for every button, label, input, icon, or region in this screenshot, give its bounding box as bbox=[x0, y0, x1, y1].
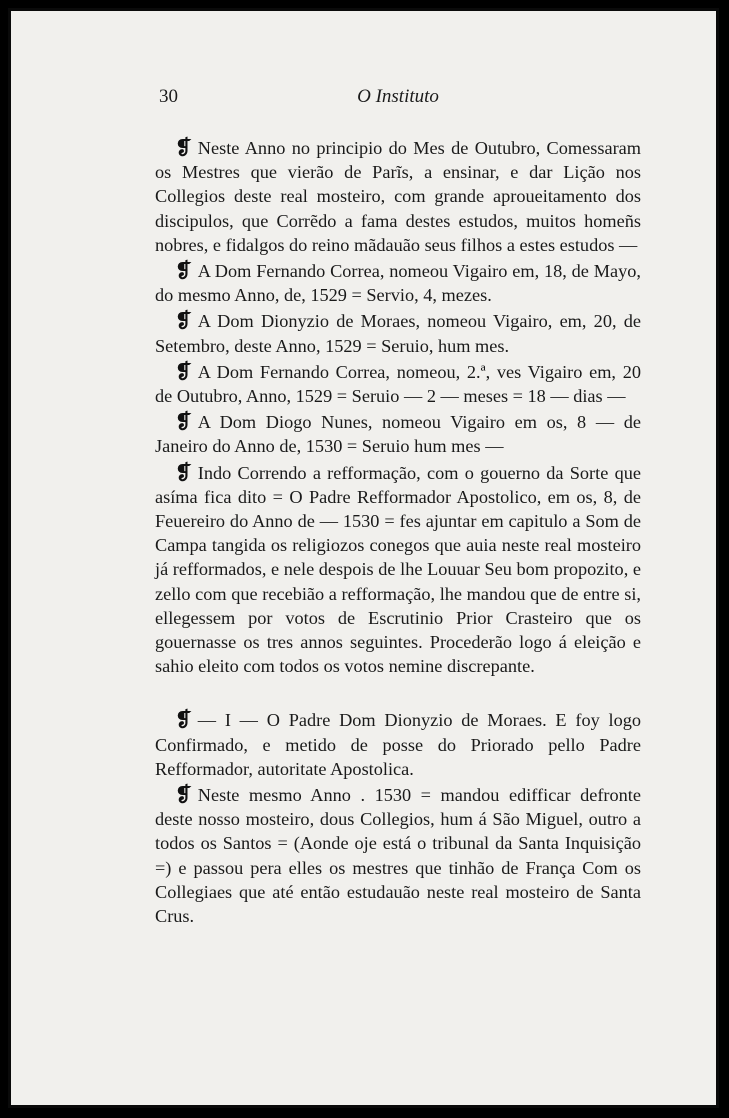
paragraph-mark-icon: ❡ bbox=[175, 137, 192, 159]
paragraph bbox=[155, 410, 641, 458]
paragraph bbox=[155, 783, 641, 928]
paragraph-text: Neste mesmo Anno . 1530 = mandou edifficar defronte deste nosso mosteiro, dous Collegios, hum á São Miguel, outro a todos os Santos = (Aonde oje está o tribunal da Santa Inquisição =) e passou pera elles os mestres que tinhão de França Com os Collegiaes que até então estudauão neste real mosteiro de Santa Crus. bbox=[155, 785, 641, 927]
paragraph-text: A Dom Dionyzio de Moraes, nomeou Vigairo, em, 20, de Setembro, deste Anno, 1529 = Seruio, hum mes. bbox=[155, 311, 641, 356]
paragraph bbox=[155, 309, 641, 357]
paragraph-mark-icon: ❡ bbox=[175, 260, 192, 283]
paragraph-mark-icon: ❡ bbox=[175, 709, 192, 732]
paragraph-text: Indo Correndo a refformação, com o gouerno da Sorte que asíma fica dito = O Padre Refformador Apostolico, em os, 8, de Feuereiro do Anno de — 1530 = fes ajuntar em capitulo a Som de Campa tangida os religiozos conegos que auia neste real mosteiro já refformados, e nele despois de lhe Louuar Seu bom propozito, e zello com que recebião a refformação, lhe mandou que de entre si, ellegessem por votos de Escrutinio Prior Crasteiro que os gouernasse os tres annos seguintes. Procederão logo á eleição e sahio eleito com todos os votos nemine discrepante. bbox=[155, 462, 641, 677]
paragraph-mark-icon: ❡ bbox=[175, 360, 192, 383]
paragraph-text: Neste Anno no principio do Mes de Outubro, Comessaram os Mestres que vierão de Parĩs, a ensinar, e dar Lição nos Collegios deste real mosteiro, com grande aproueitamento dos discipulos, que Corrẽdo a fama destes estudos, muitos homeñs nobres, e fidalgos do reino mãdauão seus filhos a estes estudos — bbox=[155, 138, 641, 255]
paragraph-mark-icon: ❡ bbox=[175, 310, 192, 333]
paragraph-text: — I — O Padre Dom Dionyzio de Moraes. E foy logo Confirmado, e metido de posse do Priorado pello Padre Refformador, autoritate Apostolica. bbox=[155, 710, 641, 779]
paragraph-mark-icon: ❡ bbox=[175, 461, 192, 484]
paragraph-mark-icon: ❡ bbox=[175, 411, 192, 434]
paragraph bbox=[155, 259, 641, 307]
paragraph-text: A Dom Fernando Correa, nomeou, 2.ª, ves Vigairo em, 20 de Outubro, Anno, 1529 = Seruio — 2 — meses = 18 — dias — bbox=[155, 361, 641, 407]
page-header bbox=[155, 86, 641, 110]
page-number: 30 bbox=[159, 86, 178, 107]
paragraph-mark-icon: ❡ bbox=[175, 784, 192, 807]
paragraph-text: A Dom Diogo Nunes, nomeou Vigairo em os, 8 — de Janeiro do Anno de, 1530 = Seruio hum mes — bbox=[155, 412, 641, 457]
paragraph bbox=[155, 136, 641, 257]
paragraph bbox=[155, 708, 641, 781]
paragraph bbox=[155, 360, 641, 408]
page-body bbox=[155, 136, 641, 930]
paragraph bbox=[155, 461, 641, 679]
running-title: O Instituto bbox=[357, 86, 439, 107]
paragraph-text: A Dom Fernando Correa, nomeou Vigairo em, 18, de Mayo, do mesmo Anno, de, 1529 = Servio, 4, mezes. bbox=[155, 261, 641, 306]
